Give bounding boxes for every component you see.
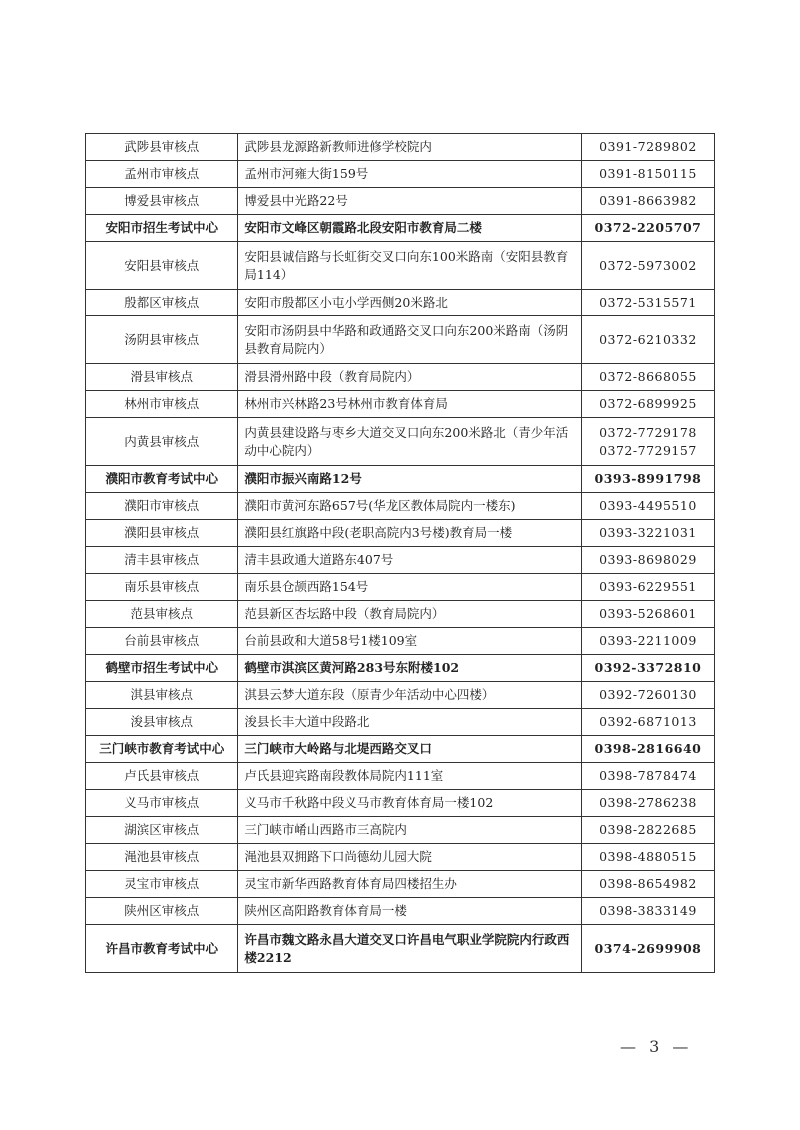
office-name-cell: 殷都区审核点 <box>86 290 238 316</box>
phone-number: 0398-2822685 <box>599 822 697 837</box>
review-point-row <box>86 364 715 391</box>
address-cell: 南乐县仓颉西路154号 <box>238 574 581 601</box>
office-name-cell: 博爱县审核点 <box>86 188 238 215</box>
phone-cell <box>581 466 714 493</box>
phone-cell <box>581 290 714 316</box>
review-point-row <box>86 628 715 655</box>
office-name-cell: 陕州区审核点 <box>86 898 238 925</box>
phone-number: 0372-7729178 <box>599 424 697 440</box>
address-cell: 浚县长丰大道中段路北 <box>238 709 581 736</box>
phone-cell <box>581 391 714 418</box>
phone-number: 0398-2786238 <box>599 795 697 810</box>
office-name-cell: 南乐县审核点 <box>86 574 238 601</box>
office-name-cell: 安阳县审核点 <box>86 242 238 290</box>
directory-table-body <box>86 134 715 973</box>
address-cell: 武陟县龙源路新教师进修学校院内 <box>238 134 581 161</box>
phone-cell <box>581 520 714 547</box>
review-point-row <box>86 134 715 161</box>
phone-number: 0372-2205707 <box>594 220 702 235</box>
office-name-cell: 卢氏县审核点 <box>86 763 238 790</box>
address-cell: 台前县政和大道58号1楼109室 <box>238 628 581 655</box>
office-name-cell: 武陟县审核点 <box>86 134 238 161</box>
phone-number: 0372-5973002 <box>599 257 697 273</box>
review-point-row <box>86 316 715 364</box>
phone-cell <box>581 682 714 709</box>
address-cell: 卢氏县迎宾路南段教体局院内111室 <box>238 763 581 790</box>
address-cell: 鹤壁市淇滨区黄河路283号东附楼102 <box>238 655 581 682</box>
phone-number: 0392-7260130 <box>599 687 697 702</box>
office-name-cell: 濮阳市审核点 <box>86 493 238 520</box>
address-cell: 许昌市魏文路永昌大道交叉口许昌电气职业学院院内行政西楼2212 <box>238 925 581 973</box>
address-cell: 渑池县双拥路下口尚德幼儿园大院 <box>238 844 581 871</box>
address-cell: 濮阳市黄河东路657号(华龙区教体局院内一楼东) <box>238 493 581 520</box>
phone-cell <box>581 817 714 844</box>
address-cell: 清丰县政通大道路东407号 <box>238 547 581 574</box>
office-name-cell: 滑县审核点 <box>86 364 238 391</box>
address-cell: 濮阳市振兴南路12号 <box>238 466 581 493</box>
phone-number: 0398-2816640 <box>594 741 702 756</box>
office-name-cell: 安阳市招生考试中心 <box>86 215 238 242</box>
office-name-cell: 许昌市教育考试中心 <box>86 925 238 973</box>
address-cell: 滑县滑州路中段（教育局院内） <box>238 364 581 391</box>
phone-cell <box>581 763 714 790</box>
phone-number: 0372-6210332 <box>599 331 697 347</box>
address-cell: 陕州区高阳路教育体育局一楼 <box>238 898 581 925</box>
phone-number: 0393-2211009 <box>599 633 697 648</box>
phone-number: 0392-6871013 <box>599 714 697 729</box>
office-name-cell: 范县审核点 <box>86 601 238 628</box>
phone-number: 0391-7289802 <box>599 139 697 154</box>
phone-number: 0398-3833149 <box>599 903 697 918</box>
review-point-row <box>86 790 715 817</box>
office-name-cell: 汤阴县审核点 <box>86 316 238 364</box>
review-point-row <box>86 418 715 466</box>
phone-cell <box>581 790 714 817</box>
review-point-row <box>86 161 715 188</box>
exam-center-row <box>86 736 715 763</box>
address-cell: 淇县云梦大道东段（原青少年活动中心四楼） <box>238 682 581 709</box>
office-name-cell: 浚县审核点 <box>86 709 238 736</box>
office-name-cell: 内黄县审核点 <box>86 418 238 466</box>
office-name-cell: 台前县审核点 <box>86 628 238 655</box>
address-cell: 内黄县建设路与枣乡大道交叉口向东200米路北（青少年活动中心院内） <box>238 418 581 466</box>
phone-cell <box>581 188 714 215</box>
phone-number: 0391-8663982 <box>599 193 697 208</box>
phone-number: 0372-5315571 <box>599 294 697 310</box>
address-cell: 安阳县诚信路与长虹街交叉口向东100米路南（安阳县教育局114） <box>238 242 581 290</box>
office-name-cell: 林州市审核点 <box>86 391 238 418</box>
review-point-row <box>86 547 715 574</box>
office-name-cell: 濮阳县审核点 <box>86 520 238 547</box>
office-name-cell: 清丰县审核点 <box>86 547 238 574</box>
phone-number: 0392-3372810 <box>594 660 702 675</box>
phone-cell <box>581 364 714 391</box>
exam-center-row <box>86 215 715 242</box>
phone-number: 0398-7878474 <box>599 768 697 783</box>
phone-cell <box>581 844 714 871</box>
page-number: — 3 — <box>620 1037 693 1056</box>
review-point-row <box>86 601 715 628</box>
review-point-row <box>86 574 715 601</box>
phone-cell <box>581 925 714 973</box>
review-point-row <box>86 188 715 215</box>
phone-cell <box>581 215 714 242</box>
office-name-cell: 濮阳市教育考试中心 <box>86 466 238 493</box>
review-point-row <box>86 763 715 790</box>
office-name-cell: 湖滨区审核点 <box>86 817 238 844</box>
address-cell: 范县新区杏坛路中段（教育局院内） <box>238 601 581 628</box>
address-cell: 濮阳县红旗路中段(老职高院内3号楼)教育局一楼 <box>238 520 581 547</box>
phone-cell <box>581 628 714 655</box>
review-point-row <box>86 898 715 925</box>
phone-number: 0393-8698029 <box>599 552 697 567</box>
phone-number: 0393-3221031 <box>599 525 697 540</box>
review-point-row <box>86 817 715 844</box>
phone-cell <box>581 871 714 898</box>
address-cell: 安阳市文峰区朝霞路北段安阳市教育局二楼 <box>238 215 581 242</box>
phone-number: 0393-6229551 <box>599 579 697 594</box>
phone-number: 0372-7729157 <box>599 442 697 458</box>
phone-number: 0374-2699908 <box>594 940 702 956</box>
review-point-row <box>86 290 715 316</box>
review-point-row <box>86 391 715 418</box>
phone-cell <box>581 736 714 763</box>
phone-cell <box>581 709 714 736</box>
office-name-cell: 三门峡市教育考试中心 <box>86 736 238 763</box>
address-cell: 灵宝市新华西路教育体育局四楼招生办 <box>238 871 581 898</box>
office-name-cell: 灵宝市审核点 <box>86 871 238 898</box>
address-cell: 安阳市殷都区小屯小学西侧20米路北 <box>238 290 581 316</box>
address-cell: 三门峡市大岭路与北堤西路交叉口 <box>238 736 581 763</box>
review-point-row <box>86 520 715 547</box>
phone-cell <box>581 316 714 364</box>
address-cell: 安阳市汤阴县中华路和政通路交叉口向东200米路南（汤阴县教育局院内） <box>238 316 581 364</box>
phone-cell <box>581 161 714 188</box>
address-cell: 博爱县中光路22号 <box>238 188 581 215</box>
review-point-row <box>86 682 715 709</box>
office-name-cell: 义马市审核点 <box>86 790 238 817</box>
phone-cell <box>581 418 714 466</box>
phone-cell <box>581 898 714 925</box>
directory-table <box>85 133 715 973</box>
phone-cell <box>581 601 714 628</box>
review-point-row <box>86 709 715 736</box>
phone-number: 0398-8654982 <box>599 876 697 891</box>
address-cell: 林州市兴林路23号林州市教育体育局 <box>238 391 581 418</box>
review-point-row <box>86 871 715 898</box>
phone-number: 0393-4495510 <box>599 498 697 513</box>
phone-number: 0393-8991798 <box>594 471 702 486</box>
phone-cell <box>581 574 714 601</box>
exam-center-row <box>86 925 715 973</box>
address-cell: 义马市千秋路中段义马市教育体育局一楼102 <box>238 790 581 817</box>
phone-cell <box>581 655 714 682</box>
phone-cell <box>581 493 714 520</box>
phone-number: 0372-8668055 <box>599 369 697 384</box>
review-point-row <box>86 242 715 290</box>
phone-cell <box>581 547 714 574</box>
review-point-row <box>86 493 715 520</box>
phone-number: 0398-4880515 <box>599 849 697 864</box>
address-cell: 三门峡市崤山西路市三高院内 <box>238 817 581 844</box>
office-name-cell: 孟州市审核点 <box>86 161 238 188</box>
office-name-cell: 淇县审核点 <box>86 682 238 709</box>
exam-center-row <box>86 655 715 682</box>
review-point-row <box>86 844 715 871</box>
phone-number: 0391-8150115 <box>599 166 697 181</box>
office-name-cell: 鹤壁市招生考试中心 <box>86 655 238 682</box>
phone-number: 0372-6899925 <box>599 396 697 411</box>
exam-center-row <box>86 466 715 493</box>
address-cell: 孟州市河雍大街159号 <box>238 161 581 188</box>
phone-number: 0393-5268601 <box>599 606 697 621</box>
office-name-cell: 渑池县审核点 <box>86 844 238 871</box>
phone-cell <box>581 134 714 161</box>
phone-cell <box>581 242 714 290</box>
